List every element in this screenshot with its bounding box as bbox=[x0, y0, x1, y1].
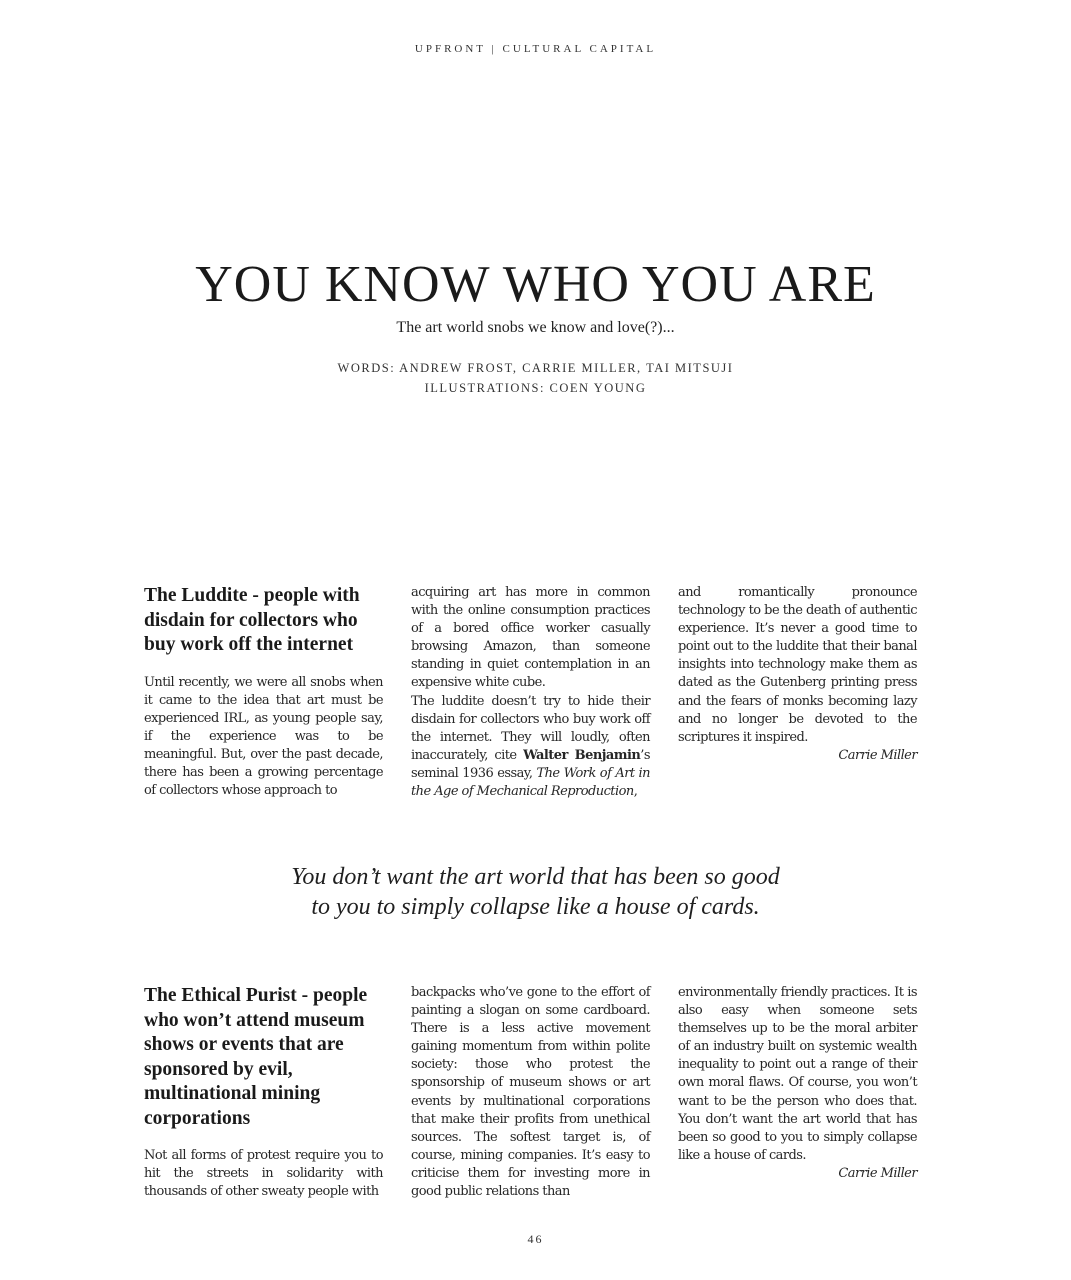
column-1 bbox=[144, 584, 383, 800]
column-1 bbox=[144, 984, 383, 1201]
body-paragraph: Until recently, we were all snobs when it came to the idea that art must be experienced IRL, as young people say, if the experience was to be meaningful. But, over the past decade, there has been a growing percentage of collectors whose approach to bbox=[144, 674, 383, 799]
body-paragraph: acquiring art has more in common with the online consumption practices of a bored office worker casually browsing Amazon, than someone standing in quiet contemplation in an expensive white cube. bbox=[411, 585, 650, 691]
pull-quote-line: to you to simply collapse like a house of cards. bbox=[311, 894, 760, 920]
words-credit: WORDS: ANDREW FROST, CARRIE MILLER, TAI MITSUJI bbox=[337, 361, 734, 375]
article-subtitle: The art world snobs we know and love(?)... bbox=[396, 319, 675, 336]
column-2 bbox=[411, 984, 650, 1201]
body-paragraph: backpacks who’ve gone to the effort of painting a slogan on some cardboard. There is a less active movement gaining momentum from within polite society: those who protest the sponsorship of museum shows or art events by multinational corporations that make their profits from unethical sources. The softest target is, of course, mining companies. It’s easy to criticise them for investing more in good public relations than bbox=[411, 985, 650, 1200]
author-signoff: Carrie Miller bbox=[838, 747, 917, 763]
person-name: Walter Benjamin bbox=[523, 747, 641, 763]
pull-quote-line: You don’t want the art world that has been so good bbox=[291, 864, 780, 890]
pull-quote bbox=[0, 862, 1071, 922]
author-signoff: Carrie Miller bbox=[838, 1165, 917, 1181]
body-paragraph: environmentally friendly practices. It is also easy when someone sets themselves up to be the moral arbiter of an industry built on systemic wealth inequality to point out a range of their own moral flaws. Of course, you won’t want to be the person who does that. You don’t want the art world that has been so good to you to simply collapse like a house of cards. bbox=[678, 985, 917, 1163]
column-2 bbox=[411, 584, 650, 801]
book-title: The Work of Art in the Age of Mechanical Reproduction bbox=[411, 765, 650, 800]
page-number: 46 bbox=[527, 1232, 544, 1246]
article-title: YOU KNOW WHO YOU ARE bbox=[195, 256, 876, 313]
running-head: UPFRONT | CULTURAL CAPITAL bbox=[414, 43, 657, 55]
body-paragraph: Not all forms of protest require you to hit the streets in solidarity with thousands of other sweaty people with bbox=[144, 1148, 383, 1200]
section-heading: The Luddite - people with disdain for collectors who buy work off the internet bbox=[144, 585, 360, 655]
body-paragraph: and romantically pronounce technology to be the death of authentic experience. It’s never a good time to point out to the luddite that their banal insights into technology make them as dated as the Gutenberg printing press and the fears of monks becoming lazy and no longer be devoted to the scriptures it inspired. bbox=[678, 585, 917, 745]
body-paragraph: The luddite doesn’t try to hide their disdain for collectors who buy work off the internet. They will loudly, often inaccurately, cite Walter Benjamin’s seminal 1936 essay, The Work of Art in the Age of Mechanical Reproduction, bbox=[411, 693, 650, 800]
illustrations-credit: ILLUSTRATIONS: COEN YOUNG bbox=[424, 381, 647, 395]
column-3 bbox=[678, 584, 917, 765]
section-heading: The Ethical Purist - people who won’t attend museum shows or events that are sponsored by evil, multinational mining corporations bbox=[144, 985, 368, 1129]
column-3 bbox=[678, 984, 917, 1183]
